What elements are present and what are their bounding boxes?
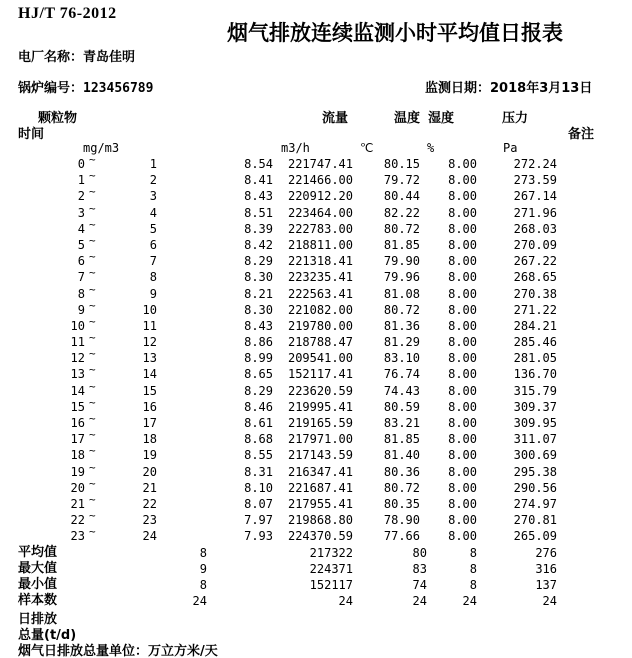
pressure-value: 270.09 [513,237,557,252]
daily-emission-label-line2: 总量(t/d) [18,628,77,643]
hour-range-tilde: ~ [89,347,96,361]
flow-value: 221466.00 [287,173,353,188]
humidity-value: 8.00 [448,270,477,285]
pressure-summary-value: 316 [535,561,557,576]
dust-summary-value: 8 [199,545,207,560]
hour-from: 23 [70,529,85,544]
hour-from: 21 [70,496,85,511]
hour-range-tilde: ~ [89,509,96,523]
pressure-value: 295.38 [513,464,557,479]
hour-to: 18 [142,432,157,447]
pressure-value: 311.07 [513,432,557,447]
plant-name-line [18,46,135,65]
pressure-summary-value: 137 [535,577,557,592]
hour-from: 1 [77,173,85,188]
humidity-value: 8.00 [448,351,477,366]
summary-label: 最大值 [18,560,58,576]
temp-value: 80.72 [383,480,420,495]
hour-from: 9 [77,302,85,317]
hour-to: 21 [142,480,157,495]
temp-value: 80.59 [383,399,420,414]
unit-temp: ℃ [360,141,374,155]
pressure-value: 274.97 [513,496,557,511]
dust-value: 8.99 [244,351,273,366]
flow-value: 221687.41 [287,480,353,495]
humidity-value: 8.00 [448,496,477,511]
dust-summary-value: 24 [192,594,207,609]
humidity-summary-value: 8 [469,545,477,560]
pressure-value: 284.21 [513,318,557,333]
temp-value: 76.74 [383,367,420,382]
hour-range-tilde: ~ [89,250,96,264]
hour-range-tilde: ~ [89,460,96,474]
monitor-date-label: 监测日期： [425,81,491,96]
dust-value: 8.07 [244,496,273,511]
hour-from: 14 [70,383,85,398]
summary-label: 平均值 [18,544,58,560]
summary-label: 最小值 [18,576,58,592]
monitor-date-line [425,77,592,96]
col-header-dust: 颗粒物 [38,111,78,126]
hour-range-tilde: ~ [89,379,96,393]
hour-from: 17 [70,432,85,447]
dust-value: 8.31 [244,464,273,479]
dust-value: 7.97 [244,513,273,528]
table-body [0,153,632,609]
dust-value: 8.29 [244,254,273,269]
hour-to: 11 [142,318,157,333]
summary-row [0,577,632,593]
hour-range-tilde: ~ [89,331,96,345]
temp-value: 81.36 [383,318,420,333]
hour-from: 0 [77,157,85,171]
flow-value: 220912.20 [287,189,353,204]
pressure-value: 272.24 [513,157,557,171]
hour-from: 10 [70,318,85,333]
flow-value: 222563.41 [287,286,353,301]
hour-from: 6 [77,254,85,269]
hour-to: 7 [149,254,157,269]
pressure-value: 268.03 [513,221,557,236]
hour-from: 16 [70,416,85,430]
pressure-summary-value: 24 [542,594,557,609]
unit-humidity: % [427,141,435,155]
dust-summary-value: 9 [199,561,207,576]
plant-name-label: 电厂名称： [18,50,84,65]
hour-range-tilde: ~ [89,476,96,490]
hour-range-tilde: ~ [89,428,96,442]
pressure-value: 300.69 [513,448,557,463]
humidity-value: 8.00 [448,173,477,188]
hour-from: 4 [77,221,85,236]
humidity-value: 8.00 [448,448,477,463]
temp-value: 77.66 [383,529,420,544]
flow-value: 221747.41 [287,157,353,171]
dust-value: 7.93 [244,529,273,544]
humidity-value: 8.00 [448,335,477,350]
hour-to: 6 [149,237,157,252]
humidity-value: 8.00 [448,529,477,544]
boiler-no-line [18,77,153,96]
temp-value: 79.72 [383,173,420,188]
boiler-no-value: 123456789 [83,81,154,96]
hour-from: 13 [70,367,85,382]
hour-range-tilde: ~ [89,492,96,506]
total-unit-line [18,640,218,658]
temp-value: 79.96 [383,270,420,285]
temp-value: 81.85 [383,432,420,447]
monitor-date-value: 2018年3月13日 [490,81,593,96]
humidity-value: 8.00 [448,318,477,333]
dust-summary-value: 8 [199,577,207,592]
temp-value: 78.90 [383,513,420,528]
hour-to: 19 [142,448,157,463]
flow-value: 223620.59 [287,383,353,398]
humidity-value: 8.00 [448,416,477,430]
flow-value: 221082.00 [287,302,353,317]
col-header-flow: 流量 [322,111,349,126]
pressure-value: 267.14 [513,189,557,204]
pressure-summary-value: 276 [535,545,557,560]
humidity-value: 8.00 [448,157,477,171]
hour-from: 19 [70,464,85,479]
pressure-value: 309.95 [513,416,557,430]
total-unit-label: 烟气日排放总量单位： [18,644,149,658]
hour-to: 3 [149,189,157,204]
hour-range-tilde: ~ [89,153,96,166]
flow-value: 219165.59 [287,416,353,430]
col-header-pressure: 压力 [502,111,529,126]
table-row [0,525,632,544]
hour-from: 7 [77,270,85,285]
hour-from: 3 [77,205,85,220]
flow-value: 218788.47 [287,335,353,350]
pressure-value: 265.09 [513,529,557,544]
hour-from: 15 [70,399,85,414]
hour-to: 17 [142,416,157,430]
hour-range-tilde: ~ [89,217,96,231]
plant-name-value: 青岛佳明 [83,50,136,65]
unit-dust: mg/m3 [83,141,120,155]
dust-value: 8.21 [244,286,273,301]
temp-summary-value: 80 [412,545,427,560]
flow-value: 223464.00 [287,205,353,220]
hour-from: 20 [70,480,85,495]
dust-value: 8.55 [244,448,273,463]
humidity-value: 8.00 [448,367,477,382]
hour-to: 23 [142,513,157,528]
pressure-value: 285.46 [513,335,557,350]
dust-value: 8.42 [244,237,273,252]
humidity-value: 8.00 [448,302,477,317]
hour-to: 22 [142,496,157,511]
hour-range-tilde: ~ [89,314,96,328]
dust-value: 8.46 [244,399,273,414]
humidity-value: 8.00 [448,286,477,301]
flow-value: 219995.41 [287,399,353,414]
pressure-value: 273.59 [513,173,557,188]
hour-to: 24 [142,529,157,544]
dust-value: 8.43 [244,318,273,333]
flow-value: 217143.59 [287,448,353,463]
hour-from: 11 [70,335,85,350]
flow-value: 209541.00 [287,351,353,366]
temp-value: 80.36 [383,464,420,479]
flow-value: 221318.41 [287,254,353,269]
pressure-value: 270.81 [513,513,557,528]
humidity-value: 8.00 [448,237,477,252]
dust-value: 8.29 [244,383,273,398]
temp-summary-value: 24 [412,594,427,609]
unit-pressure: Pa [503,141,518,155]
col-header-remark: 备注 [568,127,595,142]
hour-to: 2 [149,173,157,188]
pressure-value: 270.38 [513,286,557,301]
hour-from: 2 [77,189,85,204]
temp-value: 83.21 [383,416,420,430]
hour-range-tilde: ~ [89,169,96,183]
flow-value: 152117.41 [287,367,353,382]
page-title: 烟气排放连续监测小时平均值日报表 [227,21,563,45]
pressure-value: 267.22 [513,254,557,269]
flow-value: 217971.00 [287,432,353,447]
dust-value: 8.41 [244,173,273,188]
dust-value: 8.65 [244,367,273,382]
pressure-value: 136.70 [513,367,557,382]
total-unit-value: 万立方米/天 [148,644,218,658]
flow-value: 224370.59 [287,529,353,544]
summary-row [0,545,632,561]
temp-summary-value: 83 [412,561,427,576]
humidity-value: 8.00 [448,383,477,398]
standard-code: HJ/T 76-2012 [18,5,117,22]
hour-to: 13 [142,351,157,366]
dust-value: 8.86 [244,335,273,350]
col-header-humidity: 湿度 [428,111,455,126]
pressure-value: 268.65 [513,270,557,285]
pressure-value: 271.22 [513,302,557,317]
temp-value: 79.90 [383,254,420,269]
temp-value: 83.10 [383,351,420,366]
temp-value: 74.43 [383,383,420,398]
hour-range-tilde: ~ [89,282,96,296]
dust-value: 8.30 [244,270,273,285]
hour-range-tilde: ~ [89,395,96,409]
summary-row [0,561,632,577]
dust-value: 8.68 [244,432,273,447]
flow-value: 219868.80 [287,513,353,528]
hour-from: 22 [70,513,85,528]
pressure-value: 281.05 [513,351,557,366]
temp-value: 80.15 [383,157,420,171]
flow-summary-value: 24 [338,594,353,609]
temp-value: 81.29 [383,335,420,350]
humidity-value: 8.00 [448,513,477,528]
hour-range-tilde: ~ [89,185,96,199]
hour-from: 18 [70,448,85,463]
pressure-value: 309.37 [513,399,557,414]
temp-value: 80.44 [383,189,420,204]
boiler-no-label: 锅炉编号： [18,81,84,96]
dust-value: 8.51 [244,205,273,220]
hour-to: 1 [149,157,157,171]
pressure-value: 315.79 [513,383,557,398]
hour-range-tilde: ~ [89,363,96,377]
humidity-value: 8.00 [448,254,477,269]
hour-range-tilde: ~ [89,233,96,247]
hour-range-tilde: ~ [89,525,96,539]
humidity-value: 8.00 [448,189,477,204]
hour-range-tilde: ~ [89,412,96,425]
humidity-value: 8.00 [448,432,477,447]
humidity-value: 8.00 [448,221,477,236]
flow-value: 222783.00 [287,221,353,236]
hour-from: 5 [77,237,85,252]
col-header-time: 时间 [18,127,45,142]
humidity-value: 8.00 [448,205,477,220]
hour-to: 8 [149,270,157,285]
hour-to: 15 [142,383,157,398]
temp-value: 82.22 [383,205,420,220]
humidity-summary-value: 8 [469,577,477,592]
hour-range-tilde: ~ [89,298,96,312]
humidity-value: 8.00 [448,464,477,479]
flow-summary-value: 224371 [309,561,353,576]
daily-emission-label-line1: 日排放 [18,612,58,627]
hour-to: 9 [149,286,157,301]
humidity-value: 8.00 [448,480,477,495]
hour-to: 20 [142,464,157,479]
temp-value: 81.08 [383,286,420,301]
flow-value: 216347.41 [287,464,353,479]
humidity-summary-value: 8 [469,561,477,576]
hour-to: 12 [142,335,157,350]
temp-value: 81.40 [383,448,420,463]
temp-value: 81.85 [383,237,420,252]
hour-to: 10 [142,302,157,317]
humidity-summary-value: 24 [462,594,477,609]
flow-value: 217955.41 [287,496,353,511]
pressure-value: 271.96 [513,205,557,220]
hour-range-tilde: ~ [89,201,96,215]
hour-from: 8 [77,286,85,301]
temp-value: 80.72 [383,302,420,317]
hour-to: 5 [149,221,157,236]
dust-value: 8.39 [244,221,273,236]
flow-summary-value: 217322 [309,545,353,560]
hour-to: 4 [149,205,157,220]
flow-value: 218811.00 [287,237,353,252]
flow-value: 223235.41 [287,270,353,285]
temp-value: 80.35 [383,496,420,511]
dust-value: 8.10 [244,480,273,495]
unit-flow: m3/h [281,141,310,155]
dust-value: 8.54 [244,157,273,171]
hour-range-tilde: ~ [89,266,96,280]
col-header-temp: 温度 [394,111,421,126]
summary-row [0,593,632,609]
dust-value: 8.30 [244,302,273,317]
hour-range-tilde: ~ [89,444,96,458]
flow-summary-value: 152117 [309,577,353,592]
dust-value: 8.61 [244,416,273,430]
summary-label: 样本数 [18,593,58,609]
humidity-value: 8.00 [448,399,477,414]
hour-from: 12 [70,351,85,366]
temp-summary-value: 74 [412,577,427,592]
hour-to: 16 [142,399,157,414]
pressure-value: 290.56 [513,480,557,495]
hour-to: 14 [142,367,157,382]
temp-value: 80.72 [383,221,420,236]
dust-value: 8.43 [244,189,273,204]
flow-value: 219780.00 [287,318,353,333]
